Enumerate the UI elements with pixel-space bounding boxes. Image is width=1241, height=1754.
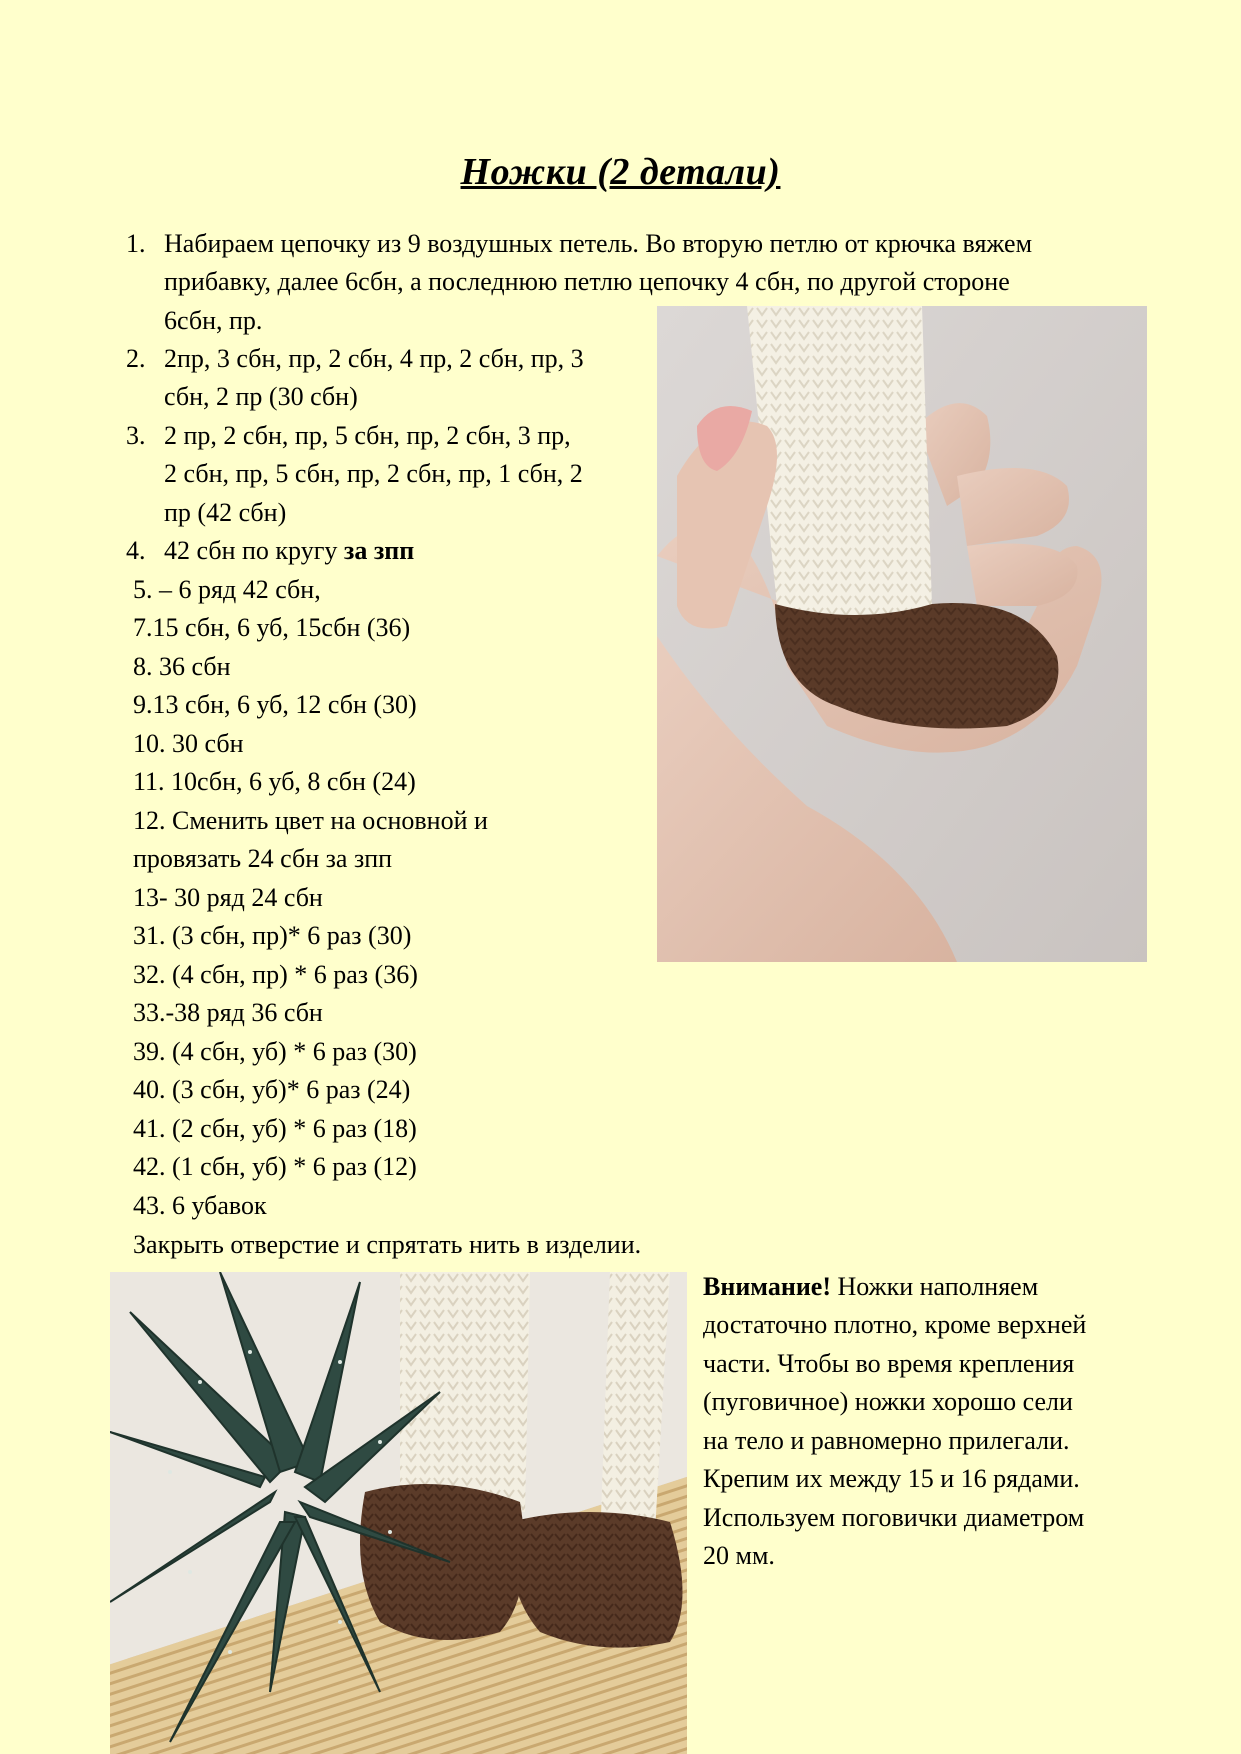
step-3-line-2: 2 сбн, пр, 5 сбн, пр, 2 сбн, пр, 1 сбн, 2 (164, 459, 583, 488)
photo-leg-in-hand (657, 306, 1147, 962)
step-3-number: 3. (126, 421, 146, 450)
step-42: 42. (1 сбн, уб) * 6 раз (12) (133, 1152, 417, 1181)
note-line-1 (703, 1268, 1038, 1306)
closing-instruction: Закрыть отверстие и спрятать нить в изделии. (133, 1230, 642, 1259)
step-7: 7.15 сбн, 6 уб, 15сбн (36) (133, 613, 411, 642)
note-line-3: части. Чтобы во время крепления (703, 1349, 1075, 1378)
step-4-line (164, 532, 414, 570)
note-warning: Внимание! (703, 1272, 831, 1301)
step-4-text: 42 сбн по кругу (164, 536, 344, 565)
photo-legs-with-plant (110, 1272, 687, 1754)
step-12-line-2: провязать 24 сбн за зпп (133, 844, 393, 873)
step-2-line-1: 2пр, 3 сбн, пр, 2 сбн, 4 пр, 2 сбн, пр, 3 (164, 344, 584, 373)
step-13: 13- 30 ряд 24 сбн (133, 883, 323, 912)
step-40: 40. (3 сбн, уб)* 6 раз (24) (133, 1075, 411, 1104)
step-10: 10. 30 сбн (133, 729, 244, 758)
note-line-5: на тело и равномерно прилегали. (703, 1426, 1070, 1455)
step-33: 33.-38 ряд 36 сбн (133, 998, 323, 1027)
step-2-line-2: сбн, 2 пр (30 сбн) (164, 382, 358, 411)
step-41: 41. (2 сбн, уб) * 6 раз (18) (133, 1114, 417, 1143)
step-1-line-3: 6сбн, пр. (164, 306, 263, 335)
step-4-number: 4. (126, 536, 146, 565)
note-line-2: достаточно плотно, кроме верхней (703, 1310, 1087, 1339)
note-line-6: Крепим их между 15 и 16 рядами. (703, 1464, 1080, 1493)
step-4-bold: за зпп (343, 536, 415, 565)
note-line-7: Используем поговички диаметром (703, 1503, 1085, 1532)
step-32: 32. (4 сбн, пр) * 6 раз (36) (133, 960, 418, 989)
step-2-number: 2. (126, 344, 146, 373)
step-31: 31. (3 сбн, пр)* 6 раз (30) (133, 921, 412, 950)
step-43: 43. 6 убавок (133, 1191, 267, 1220)
step-1-line-1: Набираем цепочку из 9 воздушных петель. Во вторую петлю от крючка вяжем (164, 229, 1033, 258)
step-3-line-1: 2 пр, 2 сбн, пр, 5 сбн, пр, 2 сбн, 3 пр, (164, 421, 571, 450)
step-8: 8. 36 сбн (133, 652, 231, 681)
page-title: Ножки (2 детали) (460, 151, 781, 193)
step-5: 5. – 6 ряд 42 сбн, (133, 575, 321, 604)
step-39: 39. (4 сбн, уб) * 6 раз (30) (133, 1037, 417, 1066)
note-line-4: (пуговичное) ножки хорошо сели (703, 1387, 1073, 1416)
step-12-line-1: 12. Сменить цвет на основной и (133, 806, 488, 835)
note-line-8: 20 мм. (703, 1541, 775, 1570)
note-line-1-text: Ножки наполняем (831, 1272, 1039, 1301)
step-3-line-3: пр (42 сбн) (164, 498, 287, 527)
step-9: 9.13 сбн, 6 уб, 12 сбн (30) (133, 690, 417, 719)
step-11: 11. 10сбн, 6 уб, 8 сбн (24) (133, 767, 416, 796)
step-1-line-2: прибавку, далее 6сбн, а последнюю петлю цепочку 4 сбн, по другой стороне (164, 267, 1010, 296)
step-1-number: 1. (126, 229, 146, 258)
